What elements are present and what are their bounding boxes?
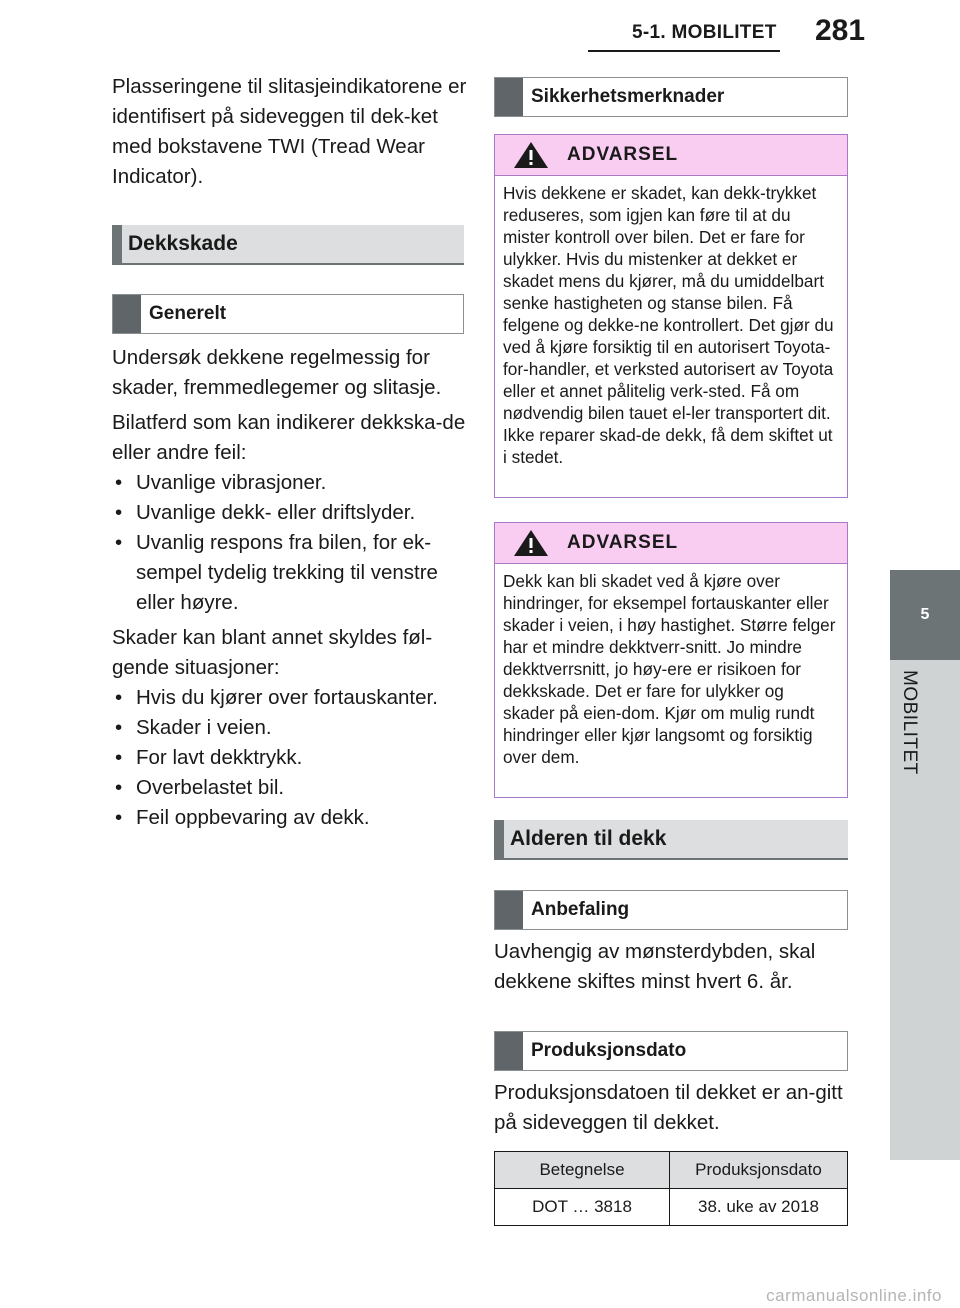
subsection-header-label: Produksjonsdato xyxy=(531,1040,687,1061)
warning-text: Dekk kan bli skadet ved å kjøre over hindringer, for eksempel fortauskanter eller skader i veien, i høy hastighet. Større felger har et mindre dekktverr-snitt. Jo mindre dekktverrsnitt, jo høy-ere er risikoen for dekkskade. Det er fare for ulykker og skader på eien-dom. Kjør om mulig rundt hindringer eller kjør langsomt og forsiktig over dem. xyxy=(503,571,836,767)
subsection-header-label: Sikkerhetsmerknader xyxy=(531,86,725,107)
subsection-header-block xyxy=(113,295,141,333)
subsection-header-block xyxy=(495,891,523,929)
subsection-header-label: Anbefaling xyxy=(531,899,630,920)
section-header-label: Dekkskade xyxy=(128,232,238,255)
table-header-row xyxy=(495,1152,848,1189)
production-paragraph: Produksjonsdatoen til dekket er an-gitt på sideveggen til dekket. xyxy=(494,1081,843,1134)
warning-label: ADVARSEL xyxy=(567,144,679,165)
production-date-table xyxy=(494,1151,848,1226)
chapter-tab[interactable] xyxy=(890,570,960,660)
section-header-bar xyxy=(112,225,122,263)
section-header-bar xyxy=(494,820,504,858)
subsection-header-label: Generelt xyxy=(149,303,227,324)
list-item: • Hvis du kjører over fortauskanter. xyxy=(112,683,467,713)
subsection-header-safety xyxy=(494,77,848,117)
recommendation-paragraph: Uavhengig av mønsterdybden, skal dekkene skiftes minst hvert 6. år. xyxy=(494,940,816,993)
table-cell: DOT … 3818 xyxy=(495,1189,670,1226)
watermark: carmanualsonline.info xyxy=(766,1286,942,1305)
list-item: • Skader i veien. xyxy=(112,713,467,743)
left-body xyxy=(112,343,467,833)
paragraph-inspect: Undersøk dekkene regelmessig for skader, fremmedlegemer og slitasje. xyxy=(112,346,442,399)
chapter-label: MOBILITET xyxy=(899,670,920,775)
paragraph-behaviour: Bilatferd som kan indikerer dekkska-de eller andre feil: xyxy=(112,411,466,464)
list-item: • Overbelastet bil. xyxy=(112,773,467,803)
table-row xyxy=(495,1189,848,1226)
warning-text: Hvis dekkene er skadet, kan dekk-trykket reduseres, som igjen kan føre til at du mister kontroll over bilen. Det er fare for ulykker. Hvis du mistenker at dekket er skadet mens du kjører, må du umiddelbart senke hastigheten og stanse bilen. Få felgene og dekke-ne kontrollert. Det gjør du ved å kjøre forsiktig til en autorisert Toyota-for-handler, et verksted autorisert av Toyota eller et annet pålitelig verk-sted. Få om nødvendig bilen tauet el-ler transportert dit. Ikke reparer skad-de dekk, få dem skiftet ut i stedet. xyxy=(503,183,834,467)
subsection-header-production xyxy=(494,1031,848,1071)
table-header-cell: Betegnelse xyxy=(495,1152,670,1189)
subsection-header-block xyxy=(495,78,523,116)
intro-paragraph: Plasseringene til slitasjeindikatorene er identifisert på sideveggen til dek-ket med bokstavene TWI (Tread Wear Indicator). xyxy=(112,75,467,188)
subsection-header-generelt xyxy=(112,294,464,334)
section-header-label: Alderen til dekk xyxy=(510,827,667,850)
page-number: 281 xyxy=(814,14,866,47)
subsection-header-block xyxy=(495,1032,523,1070)
list-item: • Uvanlige dekk- eller driftslyder. xyxy=(112,498,467,528)
list-item: • Uvanlig respons fra bilen, for ek-sempel tydelig trekking til venstre eller høyre. xyxy=(112,528,456,618)
table-header-cell: Produksjonsdato xyxy=(670,1152,848,1189)
list-item: • For lavt dekktrykk. xyxy=(112,743,467,773)
section-header-dekkskade xyxy=(112,225,464,265)
warning-label: ADVARSEL xyxy=(567,532,679,553)
warning-header xyxy=(495,523,847,564)
list-item: • Uvanlige vibrasjoner. xyxy=(112,468,467,498)
section-title: 5-1. MOBILITET xyxy=(632,22,777,43)
chapter-number: 5 xyxy=(920,606,930,623)
warning-header xyxy=(495,135,847,176)
warning-triangle-icon xyxy=(513,141,549,169)
subsection-header-recommendation xyxy=(494,890,848,930)
warning-box-1 xyxy=(494,134,848,498)
warning-box-2 xyxy=(494,522,848,798)
section-header-age xyxy=(494,820,848,860)
warning-triangle-icon xyxy=(513,529,549,557)
paragraph-causes: Skader kan blant annet skyldes føl-gende situasjoner: xyxy=(112,626,433,679)
table-cell: 38. uke av 2018 xyxy=(670,1189,848,1226)
list-item: • Feil oppbevaring av dekk. xyxy=(112,803,467,833)
